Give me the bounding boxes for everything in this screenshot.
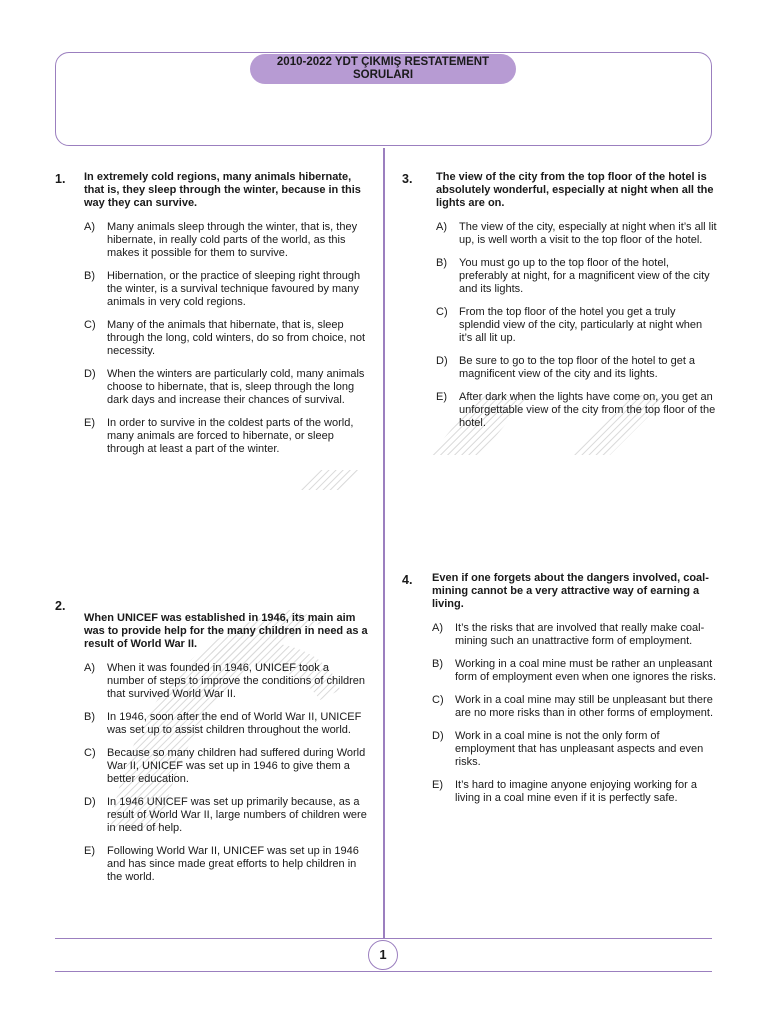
question-2-option-e[interactable]: E) Following World War II, UNICEF was set up in 1946 and has since made great efforts to help children in the world.: [84, 845, 359, 883]
footer-line-top: [55, 938, 712, 939]
question-1-number: 1.: [55, 172, 66, 186]
question-4-option-e[interactable]: E) It’s hard to imagine anyone enjoying working for a living in a coal mine even if it is perfectly safe.: [432, 779, 697, 804]
question-2-number: 2.: [55, 599, 66, 613]
question-1-stem: In extremely cold regions, many animals hibernate, that is, they sleep through the winter, because in this way they can survive.: [84, 171, 361, 209]
question-3-stem: The view of the city from the top floor of the hotel is absolutely wonderful, especially at night when all the lights are on.: [436, 171, 714, 209]
question-1: [84, 171, 369, 466]
question-3-option-c[interactable]: C) From the top floor of the hotel you get a truly splendid view of the city, particularly at night when it’s all lit up.: [436, 306, 703, 344]
question-4-option-a[interactable]: A) It’s the risks that are involved that really make coal-mining such an unattractive form of employment.: [432, 622, 705, 647]
question-4: [432, 572, 718, 815]
header-title-line2: SORULARI: [352, 69, 414, 81]
question-1-option-b[interactable]: B) Hibernation, or the practice of sleeping right through the winter, is a survival technique favoured by many animals in very cold regions.: [84, 270, 361, 308]
page-number: 1: [368, 940, 398, 970]
header-title-line1: 2010-2022 YDT ÇIKMIŞ RESTATEMENT: [276, 56, 490, 68]
column-divider: [383, 148, 385, 938]
question-3-option-a[interactable]: A) The view of the city, especially at night when it’s all lit up, is well worth a visit to the top floor of the hotel.: [436, 221, 717, 246]
question-1-option-d[interactable]: D) When the winters are particularly cold, many animals choose to hibernate, that is, sleep through the long dark days and increase their chances of survival.: [84, 368, 365, 406]
question-3-number: 3.: [402, 172, 413, 186]
question-1-option-c[interactable]: C) Many of the animals that hibernate, that is, sleep through the long, cold winters, do so from choice, not necessity.: [84, 319, 366, 357]
question-4-option-c[interactable]: C) Work in a coal mine may still be unpleasant but there are no more risks than in other forms of employment.: [432, 694, 713, 719]
question-2: [84, 612, 369, 894]
question-4-stem: Even if one forgets about the dangers involved, coal-mining cannot be a very attractive way of earning a living.: [432, 572, 709, 610]
watermark-mid: [300, 470, 360, 490]
question-4-option-b[interactable]: B) Working in a coal mine must be rather an unpleasant form of employment even when one ignores the risks.: [432, 658, 717, 683]
question-2-option-a[interactable]: A) When it was founded in 1946, UNICEF took a number of steps to improve the conditions of children that survived World War II.: [84, 662, 366, 700]
question-2-option-d[interactable]: D) In 1946 UNICEF was set up primarily because, as a result of World War II, large numbers of children were in need of help.: [84, 796, 367, 834]
question-1-option-a[interactable]: A) Many animals sleep through the winter, that is, they hibernate, in really cold parts of the world, as this makes it possible for them to survive.: [84, 221, 358, 259]
question-4-number: 4.: [402, 573, 413, 587]
question-3: [436, 171, 718, 440]
question-4-option-d[interactable]: D) Work in a coal mine is not the only form of employment that has unpleasant aspects and even risks.: [432, 730, 704, 768]
footer-line-bottom: [55, 971, 712, 972]
question-2-option-b[interactable]: B) In 1946, soon after the end of World War II, UNICEF was set up to assist children throughout the world.: [84, 711, 362, 736]
question-3-option-e[interactable]: E) After dark when the lights have come on, you get an unforgettable view of the city from the top floor of the hotel.: [436, 391, 716, 429]
question-1-option-e[interactable]: E) In order to survive in the coldest parts of the world, many animals are forced to hibernate, or sleep through at least a part of the winter.: [84, 417, 354, 455]
question-3-option-d[interactable]: D) Be sure to go to the top floor of the hotel to get a magnificent view of the city and its lights.: [436, 355, 696, 380]
header-title-pill: [250, 54, 516, 84]
question-2-option-c[interactable]: C) Because so many children had suffered during World War II, UNICEF was set up in 1946 to give them a better education.: [84, 747, 366, 785]
question-2-stem: When UNICEF was established in 1946, its main aim was to provide help for the many children in need as a result of World War II.: [84, 612, 368, 650]
question-3-option-b[interactable]: B) You must go up to the top floor of the hotel, preferably at night, for a magnificent view of the city and its lights.: [436, 257, 710, 295]
